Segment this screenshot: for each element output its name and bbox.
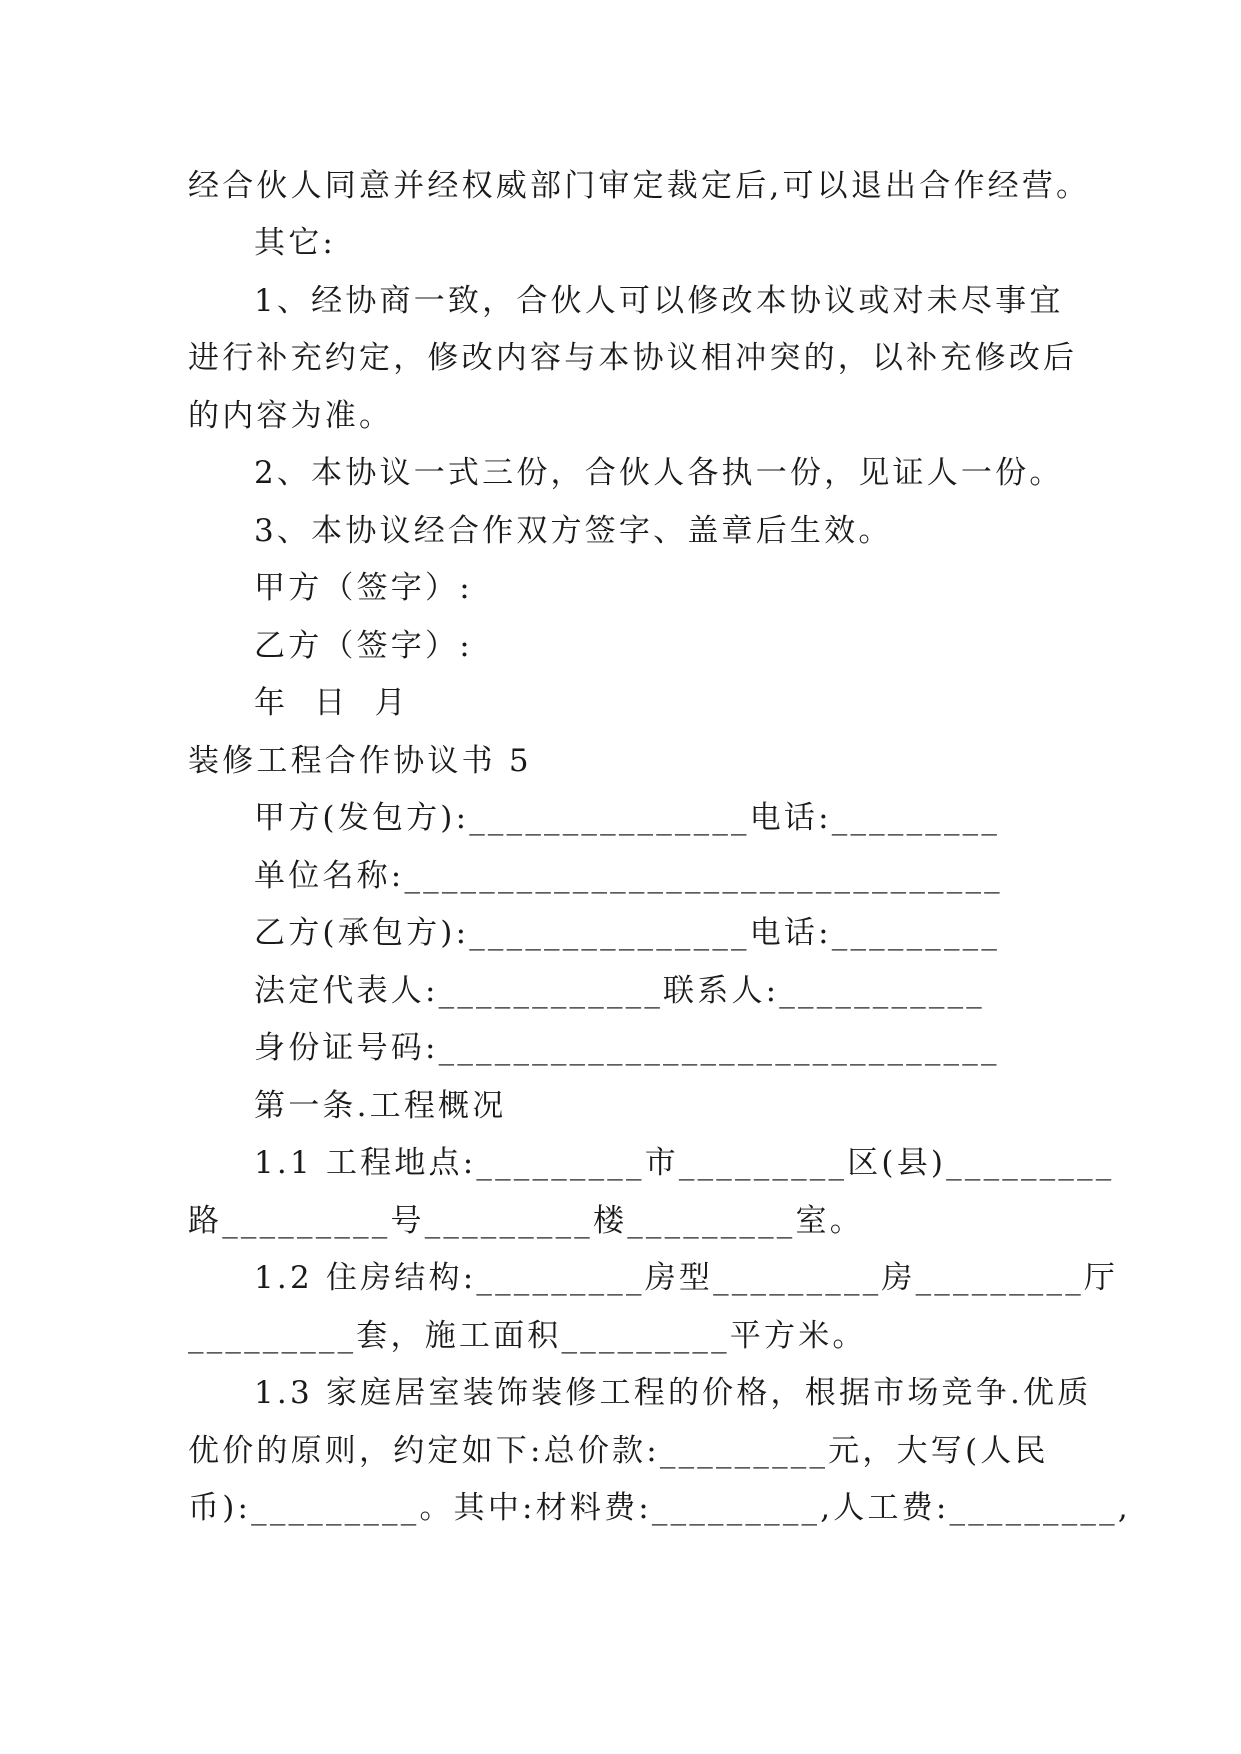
text-line: 其它: xyxy=(254,225,337,261)
article-heading: 第一条.工程概况 xyxy=(254,1088,507,1124)
text-line: 1、经协商一致，合伙人可以修改本协议或对未尽事宜 xyxy=(254,283,1064,319)
text-line: 法定代表人:____________联系人:___________ xyxy=(254,973,985,1009)
text-line: 甲方（签字）: xyxy=(254,570,473,606)
text-line: 甲方(发包方):_______________电话:_________ xyxy=(254,800,1001,836)
text-line: 币):_________。其中:材料费:_________,人工费:_________, xyxy=(188,1490,1131,1526)
text-line: 1.3 家庭居室装饰装修工程的价格，根据市场竞争.优质 xyxy=(254,1375,1092,1411)
text-line: 优价的原则，约定如下:总价款:_________元，大写(人民 xyxy=(188,1433,1049,1469)
text-line: 身份证号码:______________________________ xyxy=(254,1030,1000,1066)
section-title: 装修工程合作协议书 5 xyxy=(188,743,532,779)
text-line: 经合伙人同意并经权威部门审定裁定后,可以退出合作经营。 xyxy=(188,168,1091,204)
text-line: _________套，施工面积_________平方米。 xyxy=(188,1318,867,1354)
text-line: 1.2 住房结构:_________房型_________房_________厅 xyxy=(254,1260,1119,1296)
text-line: 1.1 工程地点:_________市_________区(县)_________ xyxy=(254,1145,1115,1181)
text-line: 2、本协议一式三份，合伙人各执一份，见证人一份。 xyxy=(254,455,1064,491)
text-line: 的内容为准。 xyxy=(188,398,394,434)
text-line: 乙方(承包方):_______________电话:_________ xyxy=(254,915,1001,951)
text-line: 乙方（签字）: xyxy=(254,628,473,664)
text-line: 单位名称:________________________________ xyxy=(254,858,1003,894)
text-line: 3、本协议经合作双方签字、盖章后生效。 xyxy=(254,513,893,549)
text-line: 路_________号_________楼_________室。 xyxy=(188,1203,864,1239)
text-line: 进行补充约定，修改内容与本协议相冲突的，以补充修改后 xyxy=(188,340,1078,376)
text-line: 年 日 月 xyxy=(254,685,409,721)
